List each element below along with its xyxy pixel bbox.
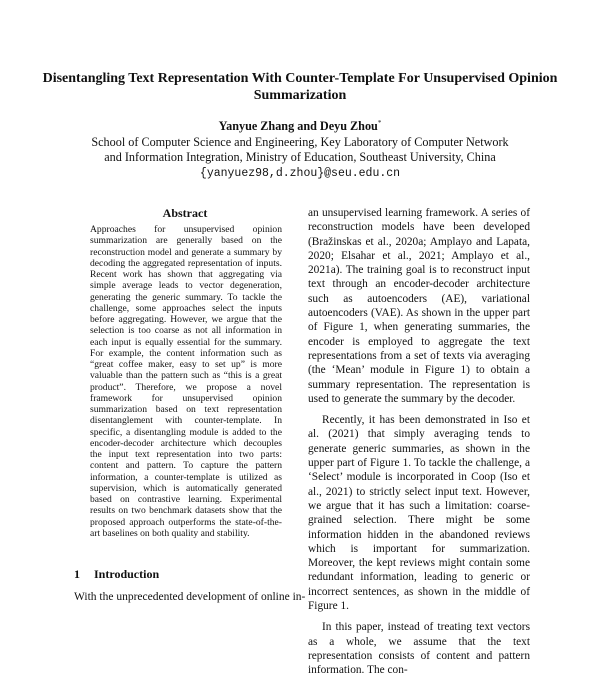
section-heading-introduction <box>74 567 159 582</box>
section-number: 1 <box>74 567 80 581</box>
abstract-text: Approaches for unsupervised opinion summarization are generally based on the reconstruction model and generate a summary by decoding the aggregated representation of inputs. Recent work has shown that aggregating via simple average leads to vector degeneration, generating the generic summary. To tackle the challenge, some approaches select the inputs before aggregating. However, we argue that the selection is too coarse as not all information in each input is equally essential for the summary. For example, the content information such as “great coffee maker, easy to set up” is more valuable than the pattern such as “this is a great product”. Therefore, we propose a novel framework for unsupervised opinion summarization based on text representation disentanglement with counter-template. In specific, a disentangling module is added to the encoder-decoder architecture which decouples the input text representation into two parts: content and pattern. To capture the pattern information, a counter-template is utilized as supervision, which is automatically generated based on contrastive learning. Experimental results on two benchmark datasets show that the proposed approach outperforms the state-of-the-art baselines on both quality and stability. <box>90 224 282 539</box>
body-paragraph: In this paper, instead of treating text vectors as a whole, we assume that the text representation consists of content and pattern information. The con- <box>308 621 530 677</box>
paper-title: Disentangling Text Representation With Counter-Template For Unsupervised Opinion Summarization <box>42 71 558 103</box>
affiliation-line-1: School of Computer Science and Engineering, Key Laboratory of Computer Network <box>91 134 509 149</box>
author-footnote-mark: * <box>377 118 382 127</box>
introduction-first-line: With the unprecedented development of online in- <box>74 591 306 603</box>
author-names: Yanyue Zhang and Deyu Zhou <box>218 119 378 133</box>
section-title: Introduction <box>94 567 160 581</box>
abstract-heading: Abstract <box>162 206 208 220</box>
body-paragraph: Recently, it has been demonstrated in Iso et al. (2021) that simply averaging tends to generate generic summaries, as shown in the upper part of Figure 1. To tackle the challenge, a ‘Select’ module is incorporated in Coop (Iso et al., 2021) to strictly select input text. However, we argue that it has such a limitation: coarse-grained selection. There might be some information hidden in the abandoned reviews which is important for summarization. Moreover, the kept reviews might contain some redundant information, leading to generic or incorrect sentences, as shown in the middle of Figure 1. <box>308 414 530 613</box>
affiliation-line-2: and Information Integration, Ministry of Education, Southeast University, China <box>104 150 496 164</box>
right-column <box>308 206 530 685</box>
author-block <box>40 119 560 181</box>
body-paragraph: an unsupervised learning framework. A series of reconstruction models have been developed (Bražinskas et al., 2020a; Amplayo and Lapata, 2020; Elsahar et al., 2021; Amplayo et al., 2021a). The training goal is to reconstruct input text through an encoder-decoder architecture such as autoencoders (AE), variational autoencoders (VAE). As shown in the upper part of Figure 1, when generating summaries, the encoder is employed to aggregate the text representations from a set of texts via averaging (the ‘Mean’ module in Figure 1) to obtain a summary representation. The representation is used to generate the summary by the decoder. <box>308 207 530 405</box>
author-emails: {yanyuez98,d.zhou}@seu.edu.cn <box>199 166 401 180</box>
